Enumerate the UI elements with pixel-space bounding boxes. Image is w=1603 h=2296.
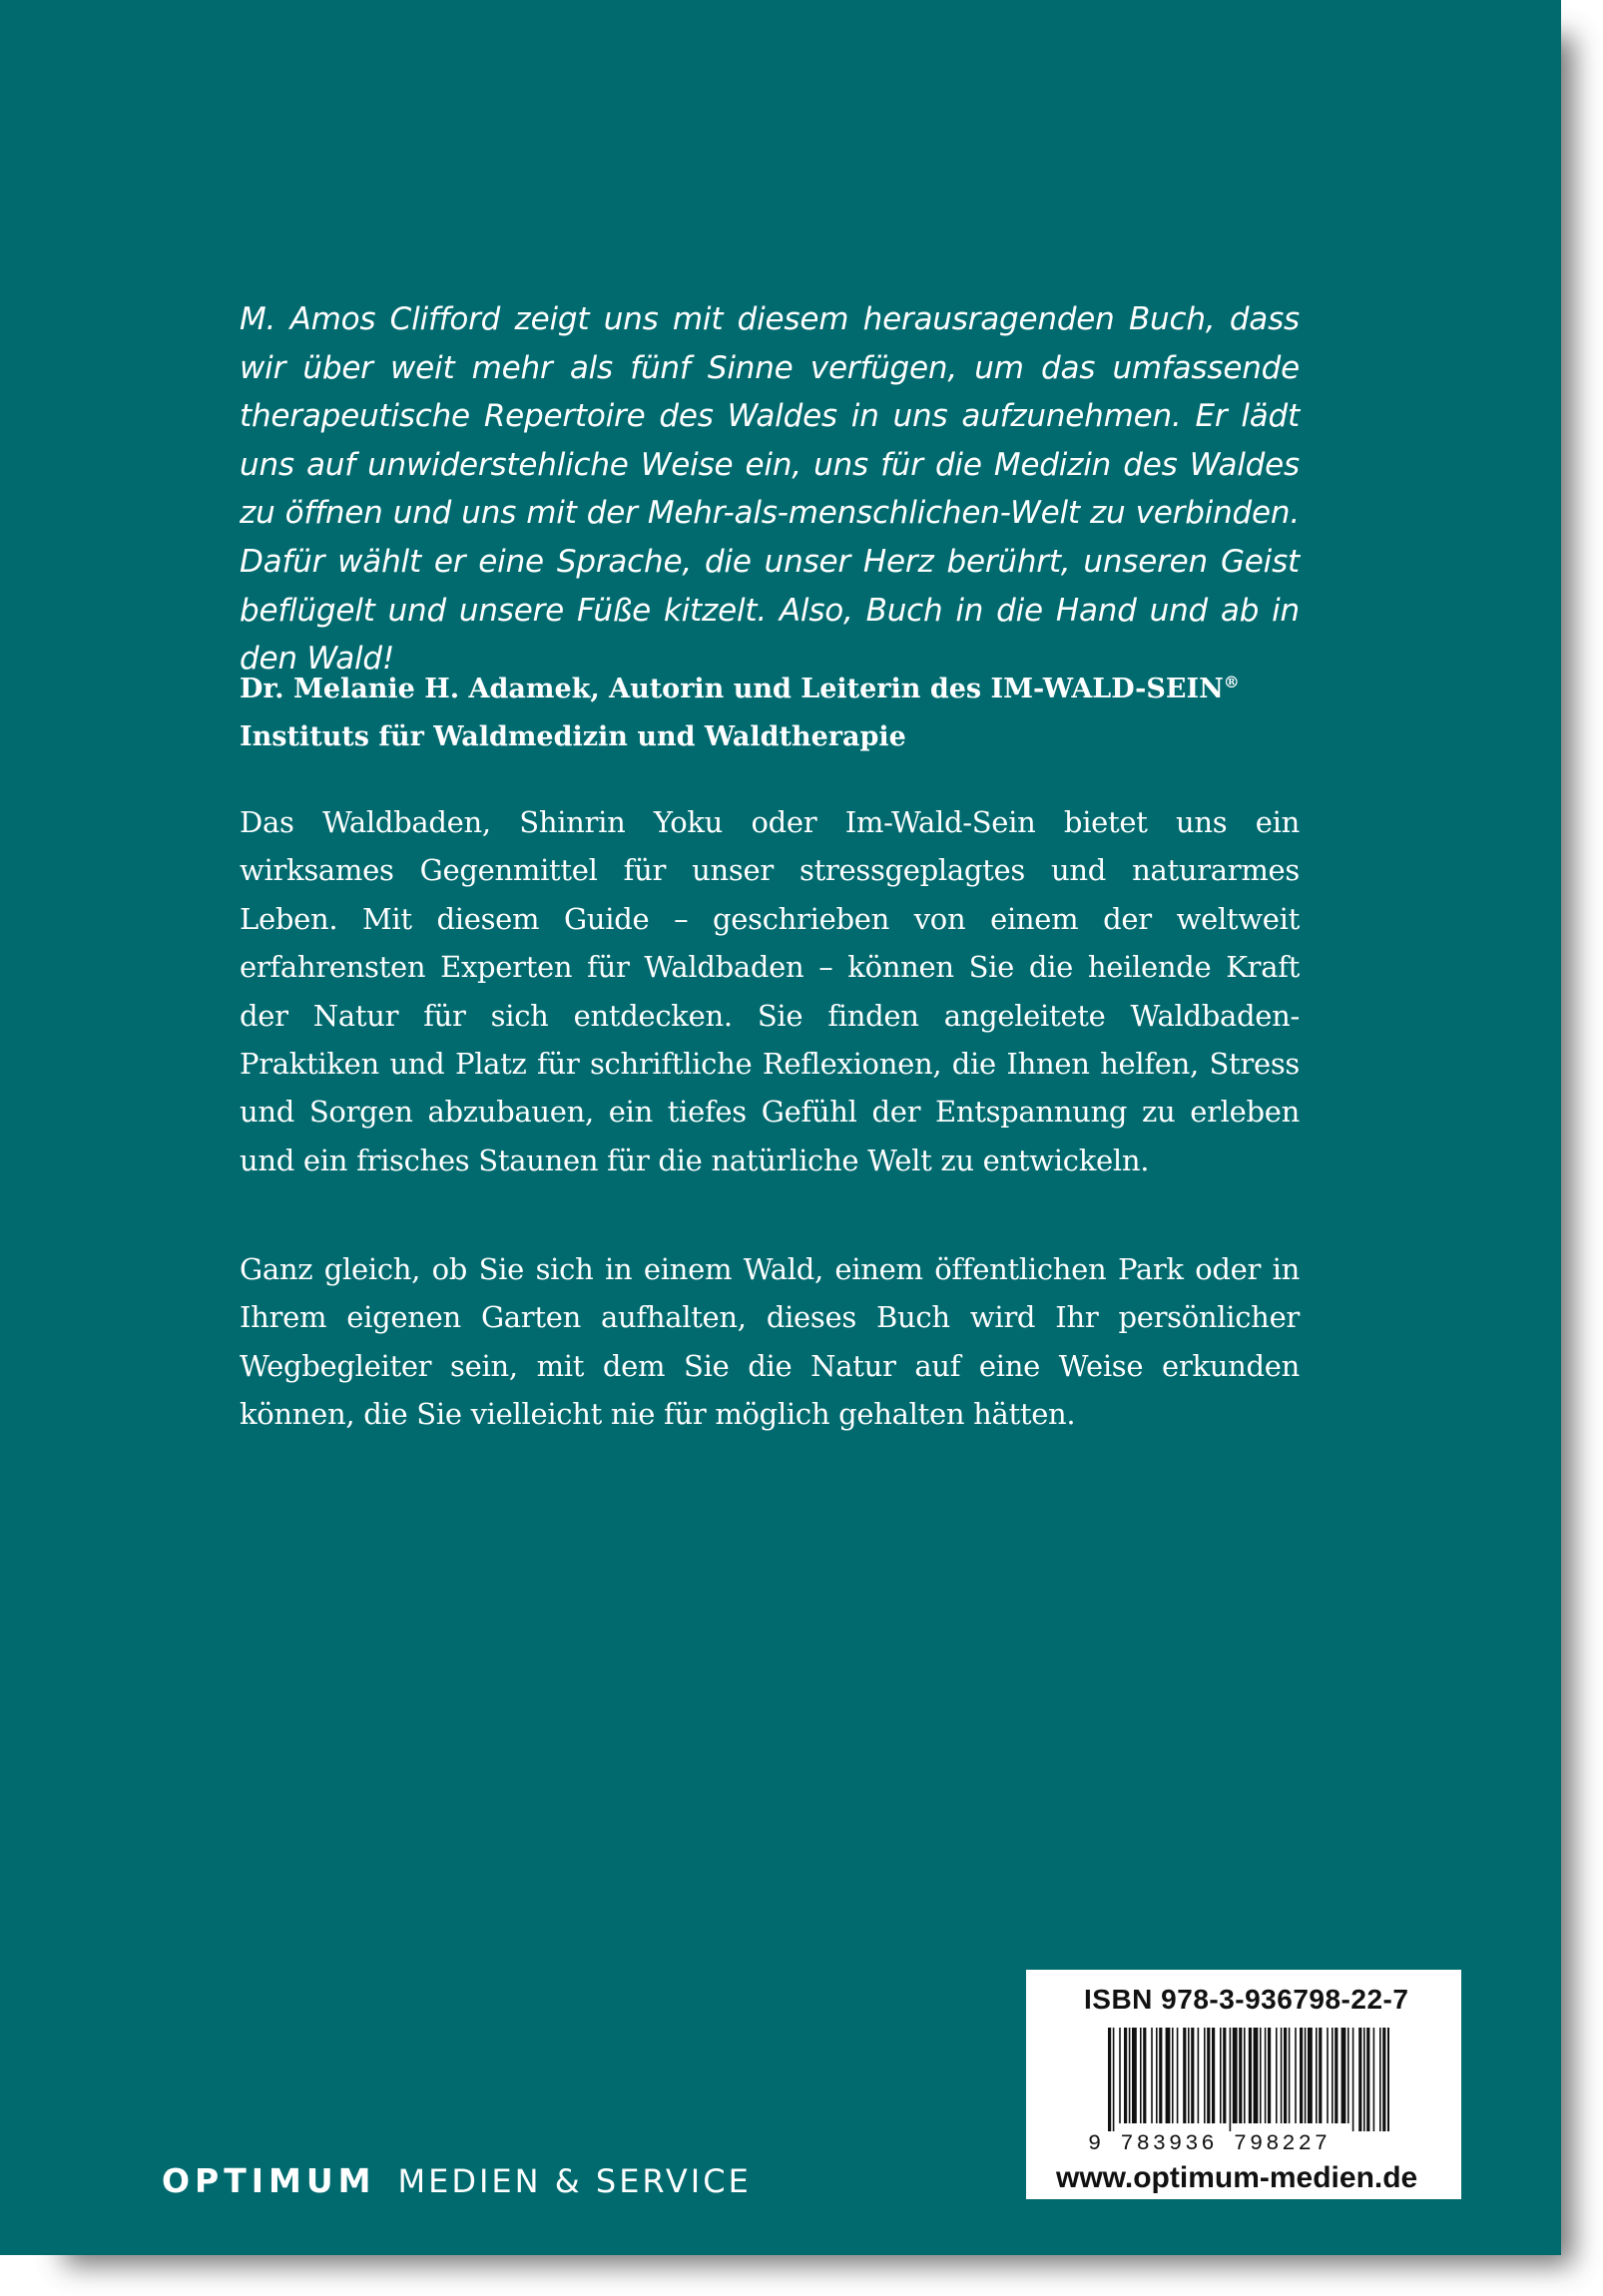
barcode-bar: [1183, 2028, 1186, 2123]
blurb-paragraph-1: Das Waldbaden, Shinrin Yoku oder Im-Wald-Sein bietet uns ein wirksames Gegenmittel für unser stressgeplagtes und naturarmes Leben. Mit diesem Guide – geschrieben von einem der weltweit erfahrensten Experten für Waldbaden – können Sie die heilende Kraft der Natur für sich entdecken. Sie finden angeleitete Waldbaden-Praktiken und Platz für schriftliche Reflexionen, die Ihnen helfen, Stress und Sorgen abzubauen, ein tiefes Gefühl der Entspannung zu erleben und ein frisches Staunen für die natürliche Welt zu entwickeln.: [240, 805, 1300, 1177]
barcode-bar: [1268, 2028, 1271, 2123]
barcode-bar: [1124, 2028, 1127, 2123]
barcode-bar: [1156, 2028, 1158, 2123]
barcode-bar: [1305, 2028, 1307, 2123]
barcode-bar: [1366, 2028, 1369, 2131]
barcode-bar: [1363, 2028, 1365, 2131]
barcode-bar: [1244, 2028, 1246, 2123]
barcode-bar: [1204, 2028, 1206, 2123]
barcode-bar: [1191, 2028, 1194, 2123]
barcode-bar: [1151, 2028, 1153, 2123]
publisher-service: MEDIEN & SERVICE: [397, 2162, 752, 2200]
isbn-label: ISBN 978-3-936798-22-7: [1084, 1984, 1409, 2015]
isbn-barcode-box: [1026, 1970, 1461, 2199]
registered-mark: ®: [1223, 673, 1240, 691]
barcode-bar: [1188, 2028, 1190, 2123]
barcode-bar: [1143, 2028, 1146, 2123]
barcode-bar: [1379, 2028, 1381, 2131]
barcode-bar: [1332, 2028, 1334, 2123]
barcode-bar: [1289, 2028, 1291, 2123]
barcode-bar: [1308, 2028, 1313, 2123]
attribution-line-1: Dr. Melanie H. Adamek, Autorin und Leiterin des IM-WALD-SEIN: [240, 674, 1224, 704]
barcode-bar: [1233, 2028, 1238, 2123]
barcode-bar: [1129, 2028, 1131, 2123]
barcode-bar: [1284, 2028, 1287, 2123]
endorsement-quote: M. Amos Clifford zeigt uns mit diesem herausragenden Buch, dass wir über weit mehr als fünf Sinne verfügen, um das umfassende therapeutische Repertoire des Waldes in uns aufzunehmen. Er lädt uns auf unwiderstehliche Weise ein, uns für die Medizin des Waldes zu öffnen und uns mit der Mehr-als-menschlichen-Welt zu verbinden. Dafür wählt er eine Sprache, die unser Herz berührt, unseren Geist beflügelt und unsere Füße kitzelt. Also, Buch in die Hand und ab in den Wald!: [240, 301, 1300, 678]
barcode-bar: [1172, 2028, 1174, 2123]
barcode-bar: [1119, 2028, 1121, 2123]
publisher-brand: OPTIMUM: [162, 2161, 376, 2200]
barcode-bar: [1220, 2028, 1222, 2123]
publisher-logo: [162, 2161, 752, 2200]
barcode-digits: 9 783936 798227: [1088, 2131, 1332, 2156]
barcode-bar: [1254, 2028, 1259, 2123]
barcode-bar: [1352, 2028, 1354, 2131]
barcode-bar: [1373, 2028, 1375, 2131]
barcode-bar: [1177, 2028, 1179, 2123]
barcode-bar: [1281, 2028, 1283, 2123]
barcode-bar: [1212, 2028, 1215, 2123]
barcode-bar: [1132, 2028, 1137, 2123]
publisher-website: www.optimum-medien.de: [1056, 2161, 1418, 2194]
barcode-bar: [1113, 2028, 1115, 2131]
barcode-bar: [1295, 2028, 1297, 2123]
barcode-bar: [1316, 2028, 1318, 2123]
barcode-bar: [1300, 2028, 1303, 2123]
barcode-bar: [1347, 2028, 1349, 2123]
barcode-bar: [1319, 2028, 1322, 2123]
barcode-bar: [1159, 2028, 1162, 2123]
barcode-graphic: [1108, 2028, 1389, 2131]
barcode-bar: [1265, 2028, 1267, 2123]
blurb-paragraph-2: Ganz gleich, ob Sie sich in einem Wald, einem öffentlichen Park oder in Ihrem eigenen Garten aufhalten, dieses Buch wird Ihr persönlicher Wegbegleiter sein, mit dem Sie die Natur auf eine Weise erkunden können, die Sie vielleicht nie für möglich gehalten hätten.: [240, 1252, 1300, 1432]
barcode-bar: [1108, 2028, 1111, 2131]
barcode-bar: [1387, 2028, 1389, 2131]
barcode-bar: [1198, 2028, 1200, 2123]
barcode-bar: [1276, 2028, 1278, 2123]
barcode-bar: [1249, 2028, 1252, 2123]
barcode-bar: [1382, 2028, 1385, 2131]
barcode-bar: [1239, 2028, 1242, 2123]
endorsement-attribution: [240, 659, 1300, 761]
barcode-bar: [1335, 2028, 1337, 2123]
barcode-bar: [1166, 2028, 1171, 2123]
attribution-line-2: Instituts für Waldmedizin und Waldtherapie: [240, 721, 906, 752]
barcode-bar: [1327, 2028, 1329, 2123]
barcode-bar: [1358, 2028, 1361, 2131]
barcode-bar: [1341, 2028, 1346, 2123]
barcode-bar: [1207, 2028, 1210, 2123]
barcode-bar: [1230, 2028, 1232, 2131]
barcode-bar: [1140, 2028, 1142, 2123]
barcode-bar: [1260, 2028, 1262, 2123]
barcode-bar: [1223, 2028, 1226, 2123]
